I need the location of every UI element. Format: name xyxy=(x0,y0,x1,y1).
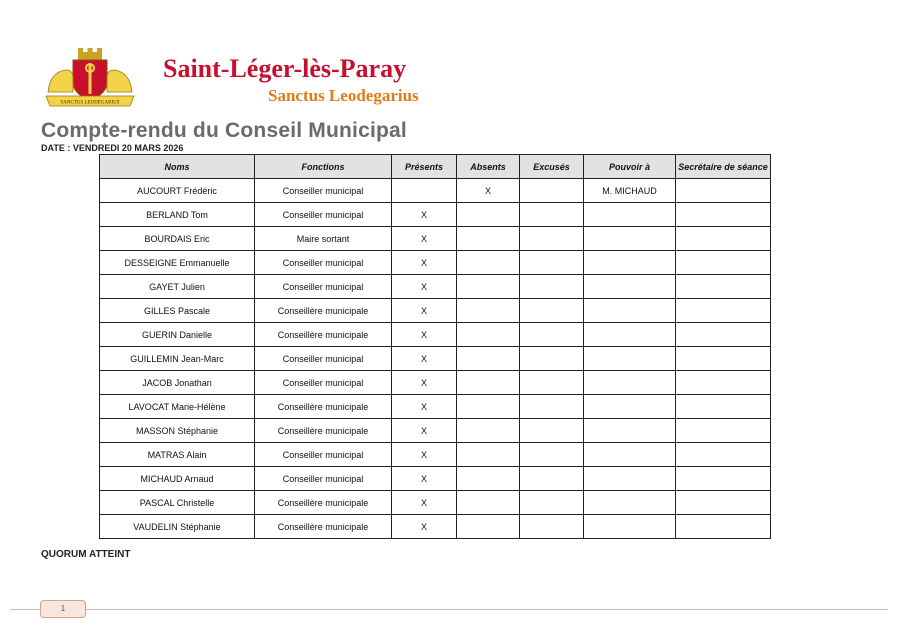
table-cell xyxy=(457,299,520,323)
table-cell: X xyxy=(392,275,457,299)
table-cell xyxy=(676,443,771,467)
table-cell: X xyxy=(392,515,457,539)
table-cell xyxy=(457,251,520,275)
table-cell xyxy=(676,227,771,251)
table-cell xyxy=(676,395,771,419)
table-cell xyxy=(584,443,676,467)
table-cell xyxy=(457,395,520,419)
table-cell: LAVOCAT Marie-Hélène xyxy=(100,395,255,419)
table-cell xyxy=(520,419,584,443)
table-cell: MASSON Stéphanie xyxy=(100,419,255,443)
table-cell: X xyxy=(392,443,457,467)
page-title: Compte-rendu du Conseil Municipal xyxy=(41,119,407,142)
table-cell: Conseiller municipal xyxy=(255,347,392,371)
table-cell: Conseillère municipale xyxy=(255,323,392,347)
table-cell xyxy=(676,419,771,443)
table-row xyxy=(100,251,771,275)
table-cell xyxy=(457,371,520,395)
table-cell xyxy=(584,203,676,227)
table-row xyxy=(100,515,771,539)
table-cell xyxy=(676,491,771,515)
table-cell xyxy=(584,419,676,443)
table-cell: X xyxy=(392,395,457,419)
table-cell xyxy=(392,179,457,203)
table-cell xyxy=(457,227,520,251)
table-cell xyxy=(676,347,771,371)
table-cell: Maire sortant xyxy=(255,227,392,251)
table-cell xyxy=(584,251,676,275)
table-row xyxy=(100,179,771,203)
table-cell: VAUDELIN Stéphanie xyxy=(100,515,255,539)
table-cell xyxy=(676,371,771,395)
table-row xyxy=(100,419,771,443)
table-cell: M. MICHAUD xyxy=(584,179,676,203)
table-cell: DESSEIGNE Emmanuelle xyxy=(100,251,255,275)
coat-of-arms-icon xyxy=(40,48,140,108)
table-cell xyxy=(676,275,771,299)
table-row xyxy=(100,491,771,515)
table-cell xyxy=(457,323,520,347)
table-cell: GUILLEMIN Jean-Marc xyxy=(100,347,255,371)
table-cell: Conseiller municipal xyxy=(255,251,392,275)
table-cell: X xyxy=(392,323,457,347)
table-cell xyxy=(584,491,676,515)
table-cell xyxy=(520,275,584,299)
table-row xyxy=(100,467,771,491)
table-cell xyxy=(520,299,584,323)
column-header: Pouvoir à xyxy=(584,155,676,179)
table-cell xyxy=(520,251,584,275)
table-row xyxy=(100,203,771,227)
table-cell: X xyxy=(392,371,457,395)
table-row xyxy=(100,227,771,251)
table-cell xyxy=(676,179,771,203)
table-cell: AUCOURT Frédéric xyxy=(100,179,255,203)
table-cell xyxy=(676,467,771,491)
table-cell: Conseillère municipale xyxy=(255,491,392,515)
table-cell: Conseillère municipale xyxy=(255,299,392,323)
table-cell: X xyxy=(392,203,457,227)
svg-text:SANCTUS LEODEGARIUS: SANCTUS LEODEGARIUS xyxy=(60,100,120,106)
table-cell: Conseiller municipal xyxy=(255,203,392,227)
table-cell: X xyxy=(392,491,457,515)
table-row xyxy=(100,395,771,419)
table-cell: X xyxy=(392,227,457,251)
table-cell: Conseiller municipal xyxy=(255,467,392,491)
column-header: Présents xyxy=(392,155,457,179)
table-cell xyxy=(584,467,676,491)
table-cell xyxy=(520,371,584,395)
table-cell xyxy=(520,515,584,539)
table-cell: Conseillère municipale xyxy=(255,419,392,443)
table-cell xyxy=(457,443,520,467)
table-cell: GUERIN Danielle xyxy=(100,323,255,347)
table-cell: Conseiller municipal xyxy=(255,371,392,395)
table-header-row xyxy=(100,155,771,179)
table-cell xyxy=(457,203,520,227)
table-cell: BOURDAIS Eric xyxy=(100,227,255,251)
column-header: Secrétaire de séance xyxy=(676,155,771,179)
table-cell xyxy=(520,323,584,347)
table-cell xyxy=(584,227,676,251)
meeting-date: DATE : VENDREDI 20 MARS 2026 xyxy=(41,143,184,153)
table-cell: X xyxy=(392,347,457,371)
town-motto: Sanctus Leodegarius xyxy=(268,86,419,105)
table-cell xyxy=(457,515,520,539)
table-cell xyxy=(584,395,676,419)
table-row xyxy=(100,299,771,323)
table-cell xyxy=(520,443,584,467)
table-cell: GILLES Pascale xyxy=(100,299,255,323)
table-cell xyxy=(520,347,584,371)
table-cell: X xyxy=(392,467,457,491)
table-cell xyxy=(520,179,584,203)
table-cell: X xyxy=(392,419,457,443)
table-cell: MICHAUD Arnaud xyxy=(100,467,255,491)
table-cell: X xyxy=(392,251,457,275)
table-cell xyxy=(520,467,584,491)
table-row xyxy=(100,347,771,371)
table-cell xyxy=(457,419,520,443)
table-cell: Conseiller municipal xyxy=(255,443,392,467)
footer-divider xyxy=(10,609,888,610)
table-cell xyxy=(584,299,676,323)
table-cell xyxy=(676,299,771,323)
table-cell: MATRAS Alain xyxy=(100,443,255,467)
table-cell: GAYET Julien xyxy=(100,275,255,299)
table-cell xyxy=(520,227,584,251)
table-cell xyxy=(457,491,520,515)
table-cell xyxy=(676,203,771,227)
table-body xyxy=(100,179,771,539)
table-cell xyxy=(457,347,520,371)
table-cell xyxy=(676,251,771,275)
table-cell xyxy=(520,203,584,227)
table-cell: JACOB Jonathan xyxy=(100,371,255,395)
column-header: Fonctions xyxy=(255,155,392,179)
column-header: Absents xyxy=(457,155,520,179)
table-row xyxy=(100,443,771,467)
table-cell xyxy=(584,515,676,539)
table-cell: Conseillère municipale xyxy=(255,515,392,539)
table-cell: X xyxy=(457,179,520,203)
column-header: Excusés xyxy=(520,155,584,179)
table-cell: BERLAND Tom xyxy=(100,203,255,227)
attendance-table xyxy=(99,154,771,539)
table-cell xyxy=(584,323,676,347)
page-number: 1 xyxy=(40,600,86,618)
table-cell xyxy=(584,275,676,299)
table-row xyxy=(100,323,771,347)
table-cell xyxy=(520,395,584,419)
table-row xyxy=(100,371,771,395)
table-cell xyxy=(676,515,771,539)
table-cell: PASCAL Christelle xyxy=(100,491,255,515)
table-cell: X xyxy=(392,299,457,323)
table-cell: Conseiller municipal xyxy=(255,275,392,299)
table-row xyxy=(100,275,771,299)
table-cell: Conseiller municipal xyxy=(255,179,392,203)
table-cell xyxy=(676,323,771,347)
town-name: Saint-Léger-lès-Paray xyxy=(163,54,407,83)
table-cell xyxy=(457,275,520,299)
table-cell xyxy=(520,491,584,515)
table-cell: Conseillère municipale xyxy=(255,395,392,419)
table-cell xyxy=(584,347,676,371)
column-header: Noms xyxy=(100,155,255,179)
table-cell xyxy=(584,371,676,395)
quorum-status: QUORUM ATTEINT xyxy=(41,549,131,560)
table-cell xyxy=(457,467,520,491)
